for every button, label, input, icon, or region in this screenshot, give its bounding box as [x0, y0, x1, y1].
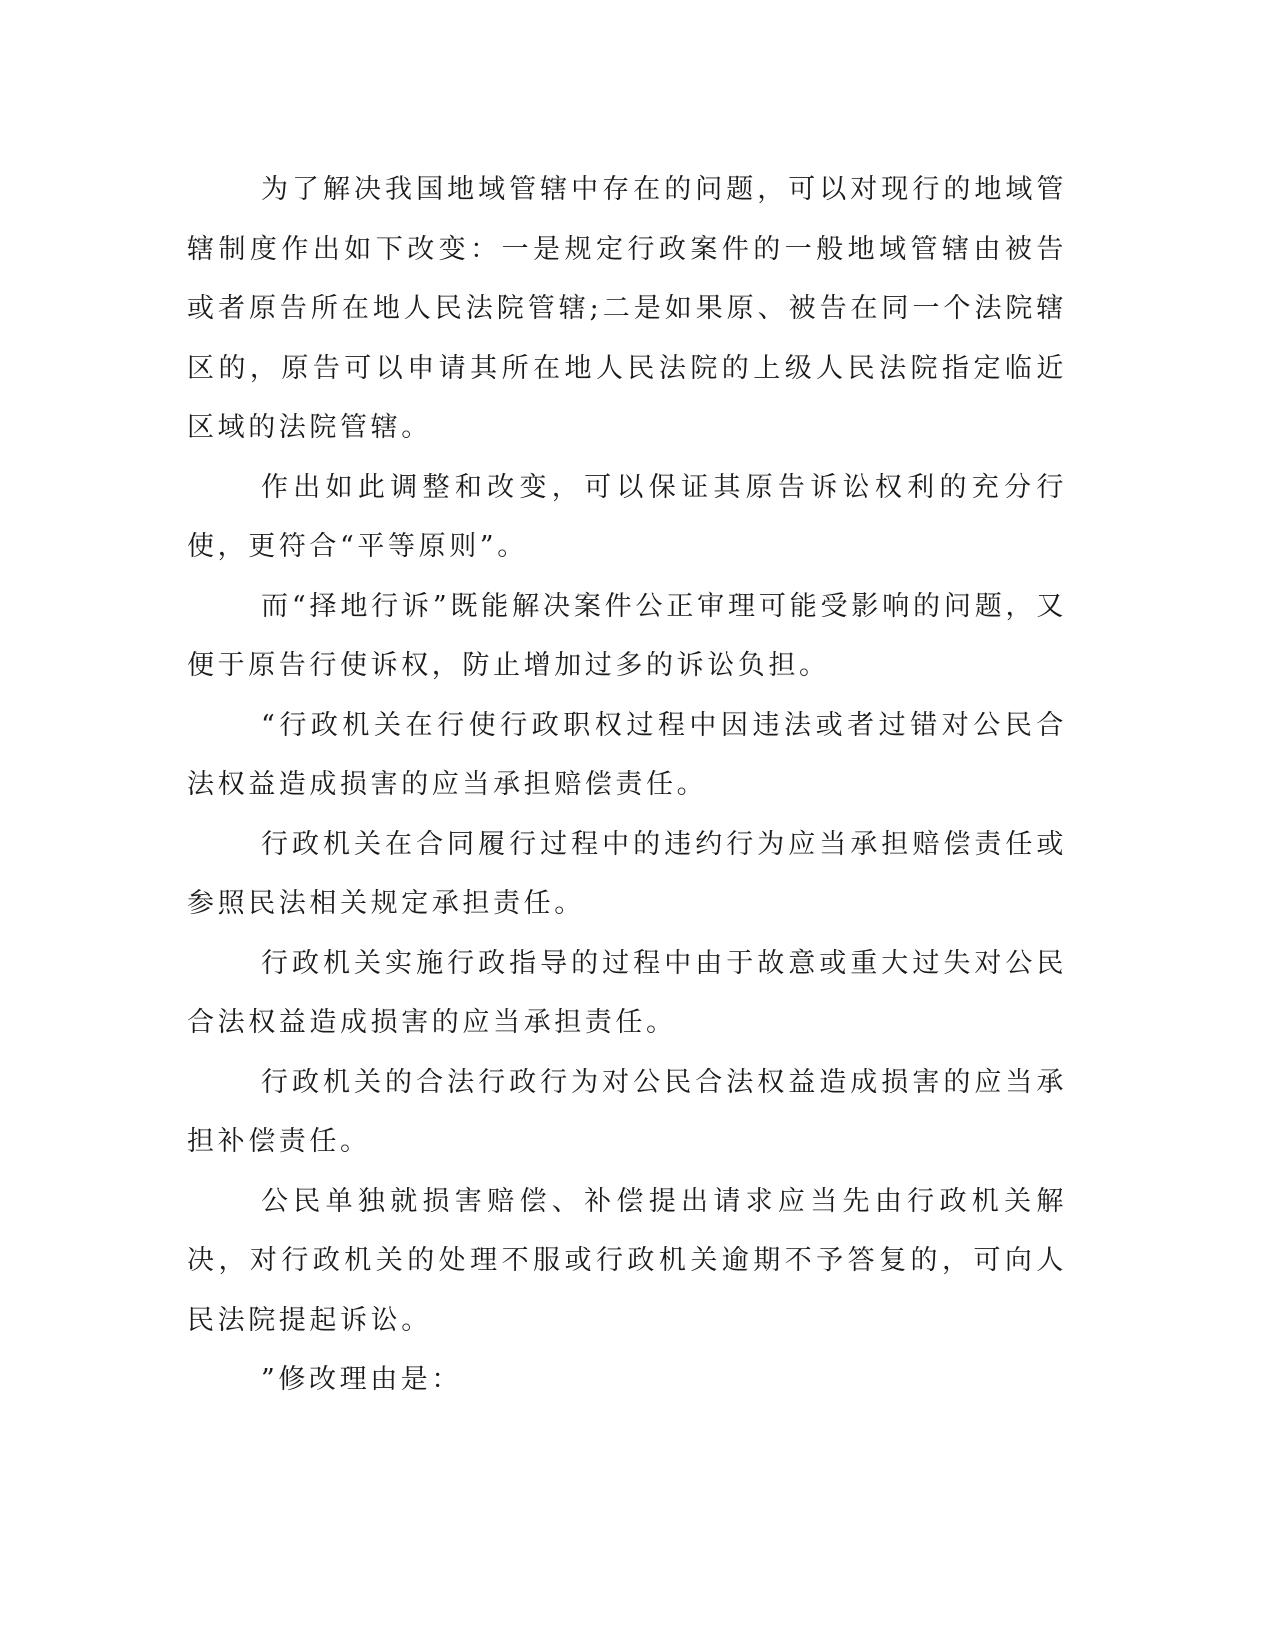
paragraph-compensation-liability: “行政机关在行使行政职权过程中因违法或者过错对公民合法权益造成损害的应当承担赔偿责任。 [187, 709, 1067, 800]
paragraph-revision-reason: ”修改理由是： [261, 1364, 463, 1395]
document-body [187, 160, 1067, 1410]
paragraph-contract-liability: 行政机关在合同履行过程中的违约行为应当承担赔偿责任或参照民法相关规定承担责任。 [187, 828, 1067, 919]
paragraph-choose-venue: 而“择地行诉”既能解决案件公正审理可能受影响的问题，又便于原告行使诉权，防止增加过多的诉讼负担。 [187, 590, 1067, 681]
paragraph-lawful-act-compensation: 行政机关的合法行政行为对公民合法权益造成损害的应当承担补偿责任。 [187, 1066, 1067, 1157]
paragraph-equality-principle: 作出如此调整和改变，可以保证其原告诉讼权利的充分行使，更符合“平等原则”。 [187, 471, 1067, 562]
paragraph-guidance-liability: 行政机关实施行政指导的过程中由于故意或重大过失对公民合法权益造成损害的应当承担责任。 [187, 947, 1067, 1038]
paragraph-claim-procedure: 公民单独就损害赔偿、补偿提出请求应当先由行政机关解决，对行政机关的处理不服或行政机关逾期不予答复的，可向人民法院提起诉讼。 [187, 1185, 1067, 1336]
paragraph-jurisdiction-proposal: 为了解决我国地域管辖中存在的问题，可以对现行的地域管辖制度作出如下改变：一是规定行政案件的一般地域管辖由被告或者原告所在地人民法院管辖;二是如果原、被告在同一个法院辖区的，原告可以申请其所在地人民法院的上级人民法院指定临近区域的法院管辖。 [187, 174, 1067, 443]
